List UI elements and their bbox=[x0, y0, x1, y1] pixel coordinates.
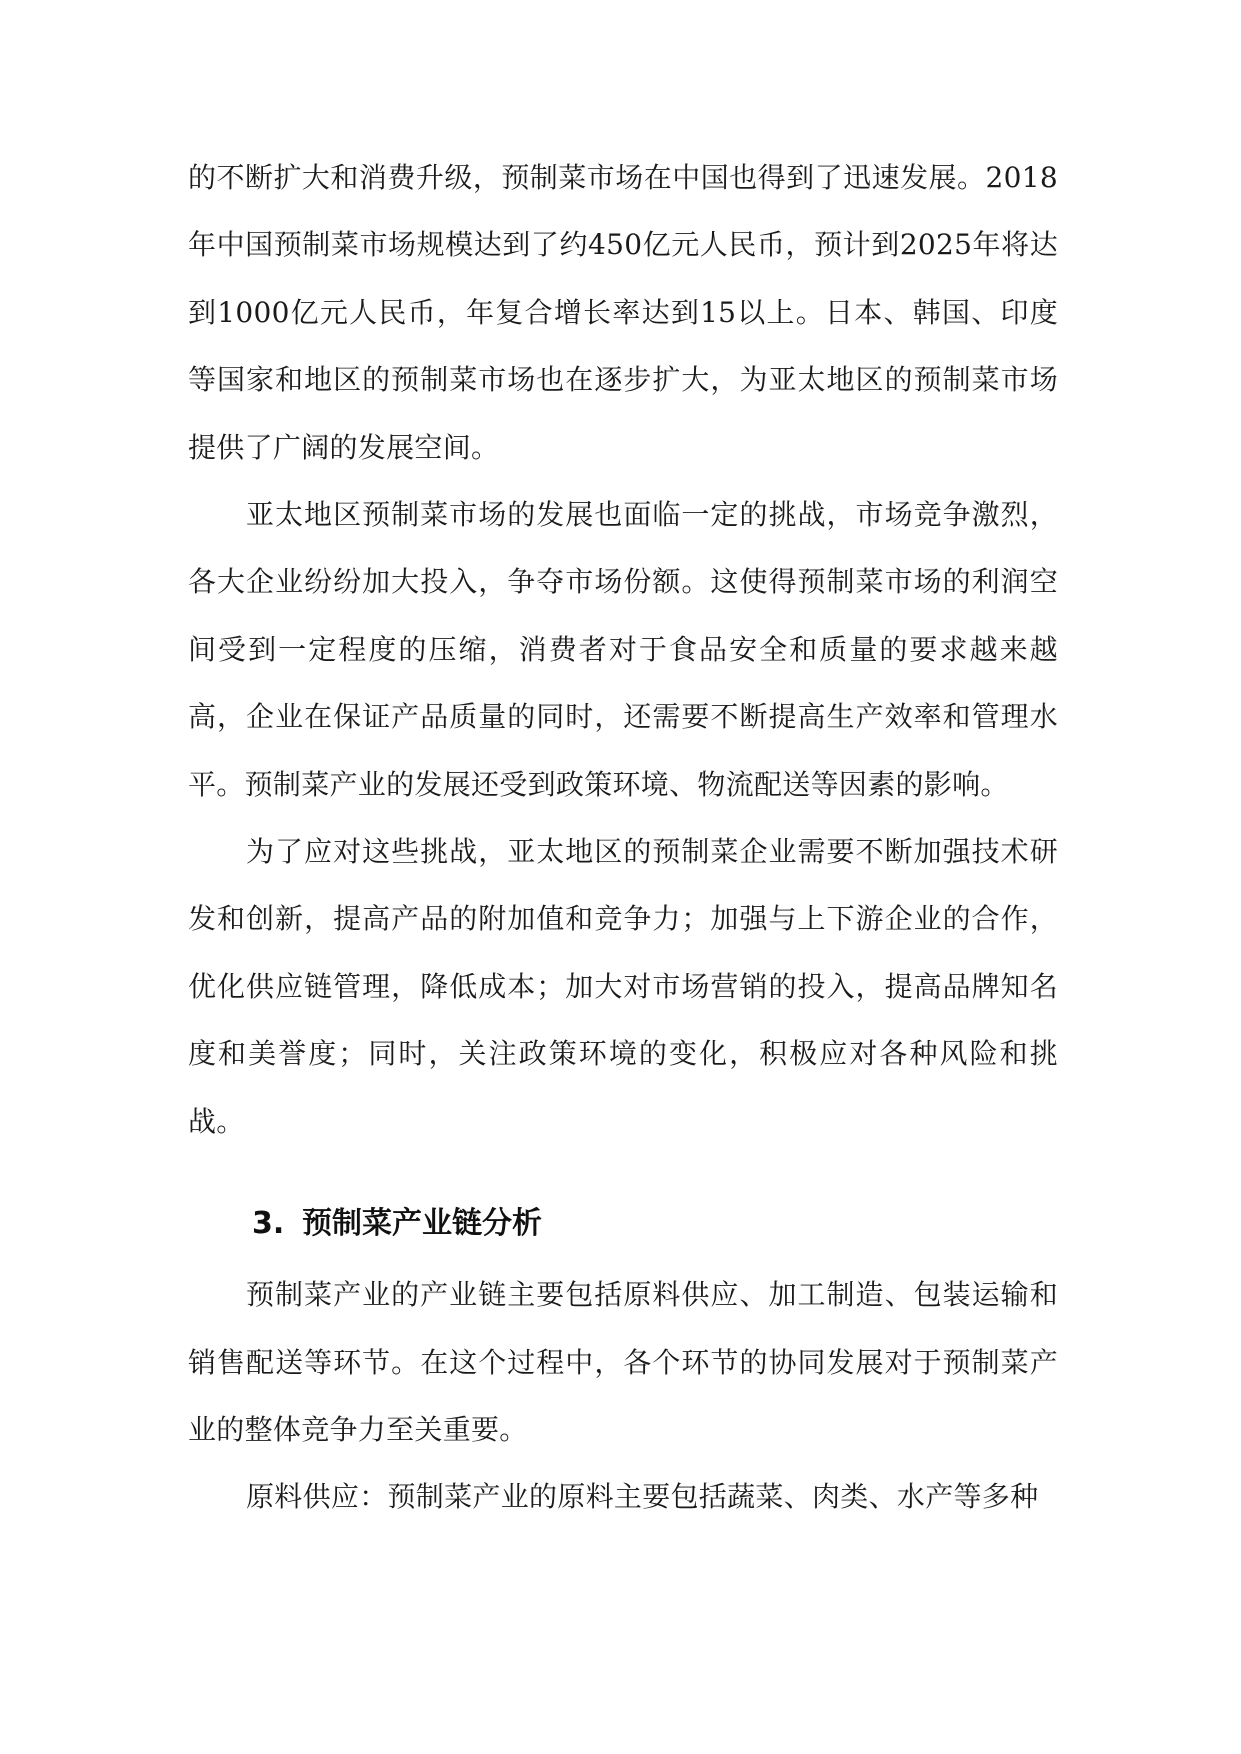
paragraph-industry-chain: 预制菜产业的产业链主要包括原料供应、加工制造、包装运输和销售配送等环节。在这个过程中，各个环节的协同发展对于预制菜产业的整体竞争力至关重要。 bbox=[188, 1278, 1058, 1446]
section-number: 3. bbox=[252, 1206, 285, 1242]
paragraph-raw-materials: 原料供应：预制菜产业的原料主要包括蔬菜、肉类、水产等多种 bbox=[246, 1480, 1039, 1514]
paragraph-market-growth: 的不断扩大和消费升级，预制菜市场在中国也得到了迅速发展。2018年中国预制菜市场规模达到了约450亿元人民币，预计到2025年将达到1000亿元人民币，年复合增长率达到15以上。日本、韩国、印度等国家和地区的预制菜市场也在逐步扩大，为亚太地区的预制菜市场提供了广阔的发展空间。 bbox=[188, 161, 1058, 464]
section-heading bbox=[188, 1193, 1058, 1255]
page-content bbox=[188, 144, 1058, 1531]
paragraph-challenges: 亚太地区预制菜市场的发展也面临一定的挑战，市场竞争激烈，各大企业纷纷加大投入，争夺市场份额。这使得预制菜市场的利润空间受到一定程度的压缩，消费者对于食品安全和质量的要求越来越高，企业在保证产品质量的同时，还需要不断提高生产效率和管理水平。预制菜产业的发展还受到政策环境、物流配送等因素的影响。 bbox=[188, 498, 1058, 801]
paragraph-strategies: 为了应对这些挑战，亚太地区的预制菜企业需要不断加强技术研发和创新，提高产品的附加值和竞争力；加强与上下游企业的合作，优化供应链管理，降低成本；加大对市场营销的投入，提高品牌知名度和美誉度；同时，关注政策环境的变化，积极应对各种风险和挑战。 bbox=[188, 835, 1058, 1138]
section-title: 预制菜产业链分析 bbox=[302, 1206, 542, 1242]
